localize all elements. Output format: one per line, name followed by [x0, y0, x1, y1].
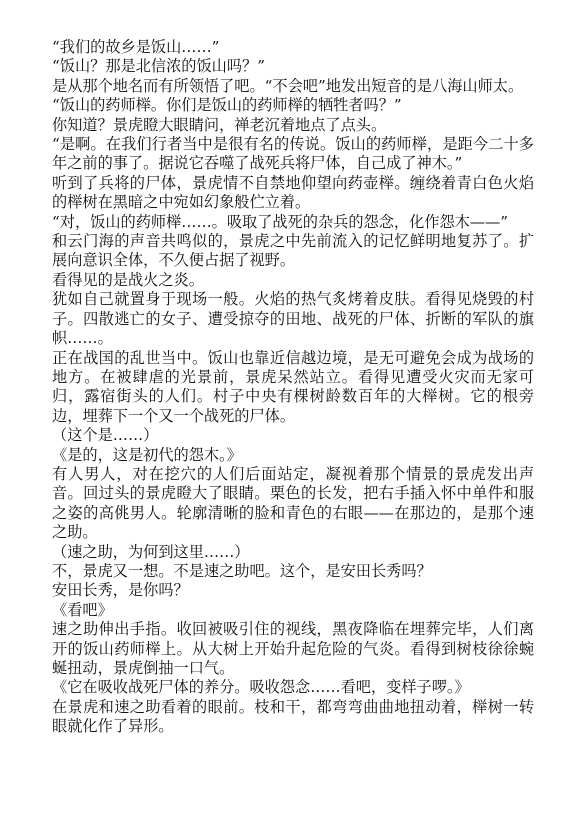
paragraph-7: 听到了兵将的尸体，景虎情不自禁地仰望向药壶榉。缠绕着青白色火焰的榉树在黑暗之中宛如幻象般伫立着。 — [52, 173, 534, 212]
paragraph-8: “对，饭山的药师榉……。吸取了战死的杂兵的怨念，化作怨木——” — [52, 212, 508, 231]
paragraph-14: 《是的，这是初代的怨木。》 — [52, 445, 242, 464]
paragraph-17: 不，景虎又一想。不是速之助吧。这个，是安田长秀吗？ — [52, 561, 432, 580]
paragraph-5: 你知道？景虎瞪大眼睛问，禅老沉着地点了点头。 — [52, 115, 387, 134]
paragraph-2: “饭山？那是北信浓的饭山吗？” — [52, 57, 265, 76]
paragraph-19: 《看吧》 — [52, 600, 113, 619]
paragraph-3: 是从那个地名而有所领悟了吧。“不会吧”地发出短音的是八海山师太。 — [52, 76, 524, 95]
paragraph-22: 在景虎和速之助看着的眼前。枝和干，都弯弯曲曲地扭动着，榉树一转眼就化作了异形。 — [52, 697, 534, 736]
paragraph-9: 和云门海的声音共鸣似的，景虎之中先前流入的记忆鲜明地复苏了。扩展向意识全体，不久便占据了视野。 — [52, 232, 534, 270]
paragraph-12: 正在战国的乱世当中。饭山也靠近信越边境，是无可避免会成为战场的地方。在被肆虐的光景前，景虎呆然站立。看得见遭受火灾而无家可归，露宿街头的人们。村子中央有棵树龄数百年的大榉树。它的根旁边，埋葬下一个又一个战死的尸体。 — [52, 348, 534, 425]
paragraph-16: （速之助，为何到这里……） — [52, 542, 250, 561]
paragraph-10: 看得见的是战火之炎。 — [52, 270, 204, 289]
novel-page — [52, 38, 534, 737]
paragraph-15: 有人男人，对在挖穴的人们后面站定，凝视着那个情景的景虎发出声音。回过头的景虎瞪大了眼睛。栗色的长发，把右手插入怀中单件和服之姿的高佻男人。轮廓清晰的脸和青色的右眼——在那边的，是那个速之助。 — [52, 464, 534, 542]
paragraph-13: （这个是……） — [52, 426, 159, 445]
paragraph-6: “是啊。在我们行者当中是很有名的传说。饭山的药师榉，是距今二十多年之前的事了。据说它吞噬了战死兵将尸体，自己成了神木。” — [52, 135, 534, 173]
paragraph-20: 速之助伸出手指。收回被吸引住的视线，黑夜降临在埋葬完毕，人们离开的饭山药师榉上。从大树上开始升起危险的气炎。看得到树枝徐徐蜿蜒扭动，景虎倒抽一口气。 — [52, 620, 534, 677]
paragraph-1: “我们的故乡是饭山……” — [52, 38, 220, 56]
paragraph-21: 《它在吸收战死尸体的养分。吸收怨念……看吧，变样子啰。》 — [52, 678, 470, 697]
paragraph-18: 安田长秀，是你吗？ — [52, 581, 189, 600]
paragraph-4: “饭山的药师榉。你们是饭山的药师榉的牺牲者吗？” — [52, 96, 402, 115]
paragraph-11: 犹如自己就置身于现场一般。火焰的热气炙烤着皮肤。看得见烧毁的村子。四散逃亡的女子、遭受掠夺的田地、战死的尸体、折断的军队的旗帜……。 — [52, 290, 534, 348]
